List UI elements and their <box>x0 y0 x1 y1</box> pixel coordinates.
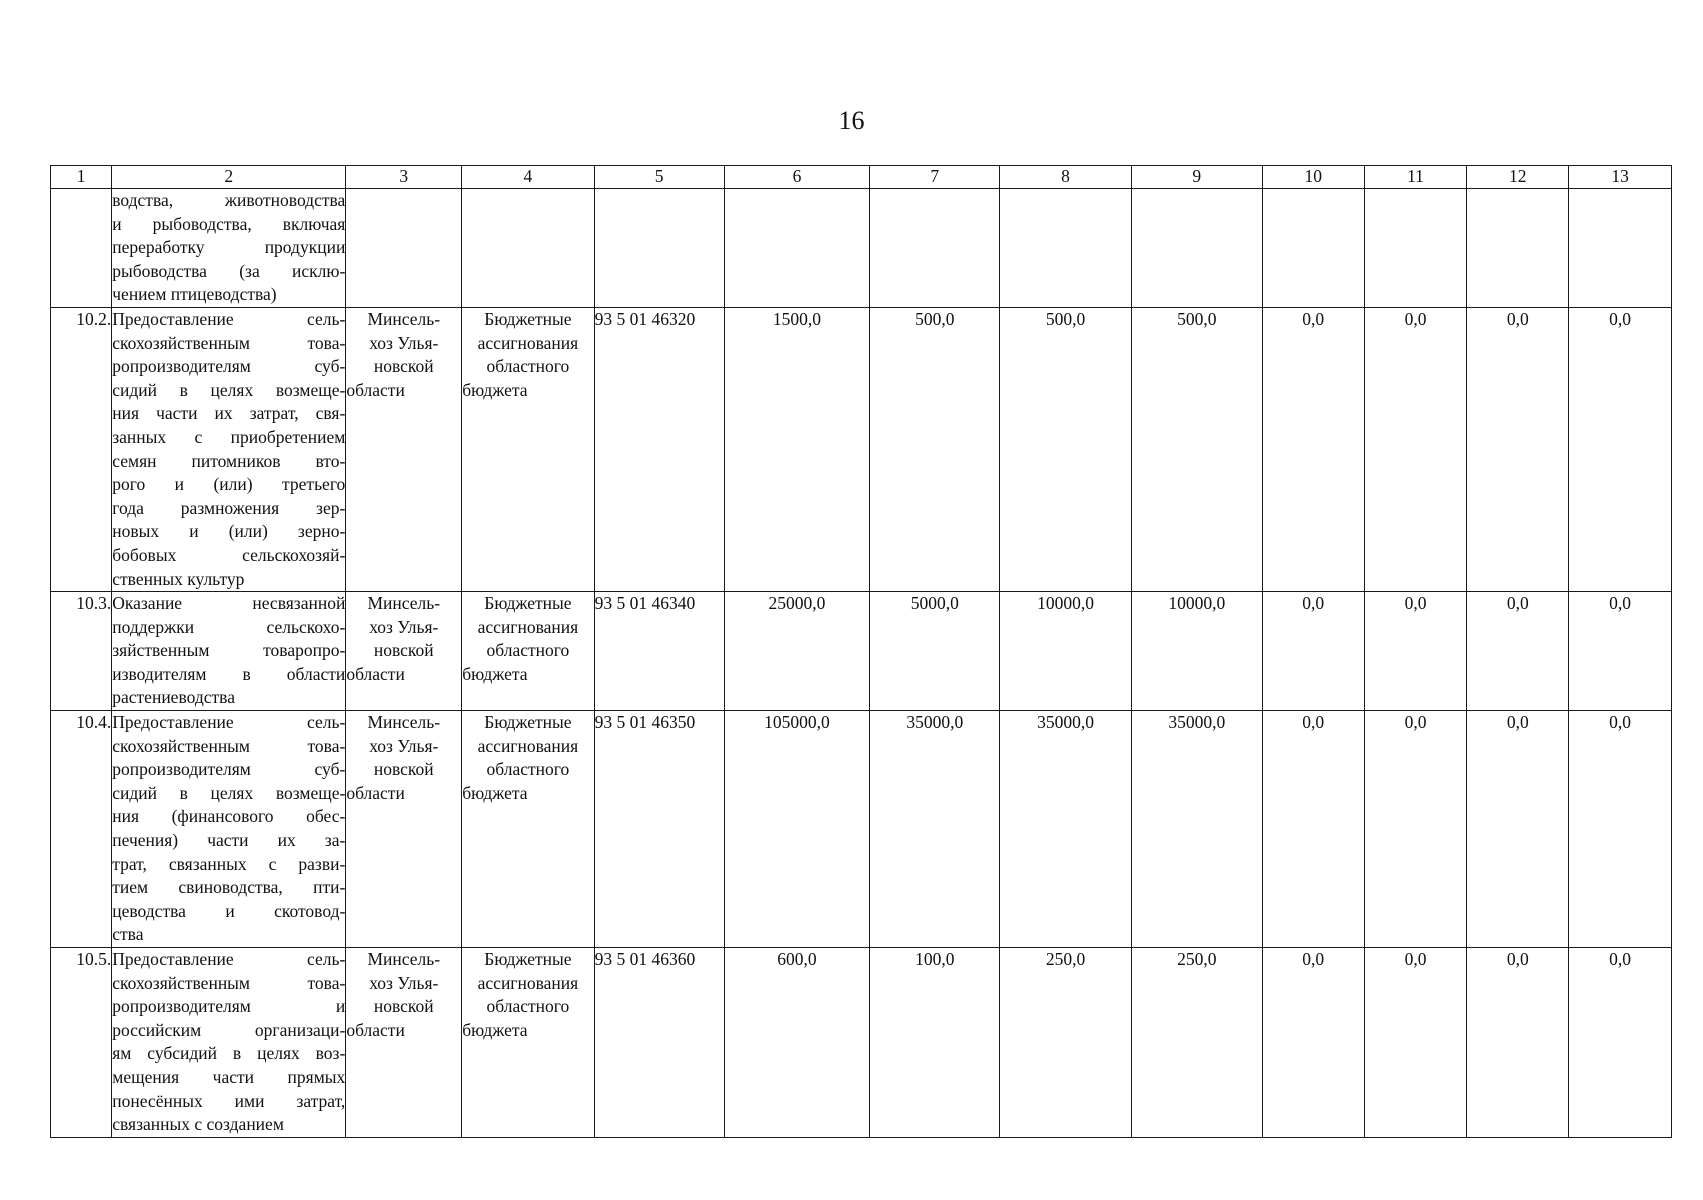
code-cell <box>594 189 724 308</box>
item-name-line: мещения части прямых <box>112 1066 346 1087</box>
item-name-line: ства <box>112 924 144 945</box>
item-name-line: понесённых ими затрат, <box>112 1090 346 1111</box>
budget-code: 93 5 01 46360 <box>594 948 724 1138</box>
item-name-line: Оказание несвязанной <box>112 593 346 614</box>
executor-line: новской <box>373 356 434 377</box>
column-header: 2 <box>112 166 346 189</box>
value-cell: 0,0 <box>1262 711 1364 948</box>
value-cell: 10000,0 <box>1000 592 1131 711</box>
item-name-line: рыбоводства (за исклю- <box>112 260 346 281</box>
table-row <box>51 948 1672 1138</box>
value-cell: 0,0 <box>1262 592 1364 711</box>
budget-table <box>50 165 1672 1138</box>
value-cell: 0,0 <box>1569 592 1672 711</box>
executor-line: хоз Улья- <box>369 332 439 353</box>
item-name-cell <box>112 711 346 948</box>
executor-cell <box>346 948 462 1138</box>
value-cell: 0,0 <box>1467 948 1569 1138</box>
item-name-line: Предоставление сель- <box>112 712 346 733</box>
value-cell: 500,0 <box>1000 307 1131 591</box>
value-cell: 25000,0 <box>724 592 869 711</box>
value-cell: 0,0 <box>1364 307 1467 591</box>
item-name-line: ропроизводителям и <box>112 996 346 1017</box>
executor-line: Минсель- <box>367 712 441 733</box>
column-header: 9 <box>1131 166 1262 189</box>
column-header: 4 <box>462 166 594 189</box>
source-line: ассигнования <box>477 616 579 637</box>
executor-line: новской <box>373 759 434 780</box>
budget-code: 93 5 01 46320 <box>594 307 724 591</box>
value-cell <box>1000 189 1131 308</box>
source-cell <box>462 948 594 1138</box>
value-cell <box>1262 189 1364 308</box>
item-name-line: связанных с созданием <box>112 1114 284 1135</box>
executor-line: хоз Улья- <box>369 735 439 756</box>
value-cell: 35000,0 <box>1131 711 1262 948</box>
source-line: областного <box>486 640 570 661</box>
source-cell <box>462 592 594 711</box>
value-cell: 1500,0 <box>724 307 869 591</box>
row-number: 10.5. <box>51 948 112 1138</box>
item-name-line: Предоставление сель- <box>112 949 346 969</box>
value-cell: 0,0 <box>1467 711 1569 948</box>
source-cell <box>462 189 594 308</box>
item-name-line: новых и (или) зерно- <box>112 521 346 542</box>
item-name-line: ропроизводителям суб- <box>112 759 346 780</box>
value-cell: 0,0 <box>1569 948 1672 1138</box>
executor-line: Минсель- <box>367 593 441 614</box>
item-name-line: трат, связанных с разви- <box>112 853 346 874</box>
item-name-line: российским организаци- <box>112 1019 346 1040</box>
item-name-line: занных с приобретением <box>112 426 346 447</box>
item-name-line: рого и (или) третьего <box>112 474 346 495</box>
source-line: ассигнования <box>477 972 579 993</box>
column-header: 6 <box>724 166 869 189</box>
item-name-line: сидий в целях возмеще- <box>112 782 346 803</box>
value-cell <box>1364 189 1467 308</box>
item-name-cell <box>112 189 346 308</box>
item-name-line: водства, животноводства <box>112 190 346 210</box>
source-line: ассигнования <box>477 735 579 756</box>
column-header: 5 <box>594 166 724 189</box>
header-row <box>51 166 1672 189</box>
value-cell: 0,0 <box>1467 307 1569 591</box>
executor-cell <box>346 189 462 308</box>
item-name-line: растениеводства <box>112 687 235 708</box>
item-name-line: ния (финансового обес- <box>112 806 346 827</box>
continuation-row <box>51 189 1672 308</box>
column-header: 11 <box>1364 166 1467 189</box>
source-line: Бюджетные <box>484 308 572 329</box>
value-cell: 0,0 <box>1364 711 1467 948</box>
item-name-line: скохозяйственным това- <box>112 332 346 353</box>
value-cell <box>1467 189 1569 308</box>
item-name-line: чением птицеводства) <box>112 284 277 305</box>
value-cell: 105000,0 <box>724 711 869 948</box>
value-cell: 0,0 <box>1569 307 1672 591</box>
item-name-line: скохозяйственным това- <box>112 972 346 993</box>
executor-line: Минсель- <box>367 949 441 969</box>
value-cell: 500,0 <box>870 307 1000 591</box>
source-line: ассигнования <box>477 332 579 353</box>
executor-line: хоз Улья- <box>369 972 439 993</box>
item-name-line: тием свиноводства, пти- <box>112 877 346 898</box>
item-name-line: ственных культур <box>112 568 245 589</box>
executor-line: новской <box>373 640 434 661</box>
executor-line: области <box>346 379 405 400</box>
item-name-line: сидий в целях возмеще- <box>112 379 346 400</box>
source-line: Бюджетные <box>484 593 572 614</box>
item-name-line: ния части их затрат, свя- <box>112 403 346 424</box>
source-line: Бюджетные <box>484 712 572 733</box>
row-number: 10.3. <box>51 592 112 711</box>
column-header: 13 <box>1569 166 1672 189</box>
source-line: Бюджетные <box>484 949 572 969</box>
executor-line: хоз Улья- <box>369 616 439 637</box>
column-header: 12 <box>1467 166 1569 189</box>
budget-code: 93 5 01 46350 <box>594 711 724 948</box>
value-cell <box>1131 189 1262 308</box>
item-name-line: семян питомников вто- <box>112 450 346 471</box>
column-header: 10 <box>1262 166 1364 189</box>
item-name-line: цеводства и скотовод- <box>112 900 346 921</box>
item-name-cell <box>112 307 346 591</box>
value-cell: 35000,0 <box>1000 711 1131 948</box>
value-cell: 0,0 <box>1364 948 1467 1138</box>
executor-line: Минсель- <box>367 308 441 329</box>
row-number: 10.2. <box>51 307 112 591</box>
source-line: областного <box>486 996 570 1017</box>
source-line: бюджета <box>462 663 528 684</box>
column-header: 8 <box>1000 166 1131 189</box>
item-name-cell <box>112 948 346 1138</box>
executor-line: новской <box>373 996 434 1017</box>
source-cell <box>462 711 594 948</box>
executor-cell <box>346 307 462 591</box>
executor-cell <box>346 592 462 711</box>
value-cell: 0,0 <box>1364 592 1467 711</box>
source-line: областного <box>486 759 570 780</box>
source-line: областного <box>486 356 570 377</box>
value-cell: 0,0 <box>1569 711 1672 948</box>
page-number: 16 <box>838 106 865 135</box>
item-name-line: скохозяйственным това- <box>112 735 346 756</box>
value-cell <box>870 189 1000 308</box>
value-cell: 35000,0 <box>870 711 1000 948</box>
executor-cell <box>346 711 462 948</box>
column-header: 7 <box>870 166 1000 189</box>
value-cell: 0,0 <box>1467 592 1569 711</box>
table-row <box>51 592 1672 711</box>
budget-code: 93 5 01 46340 <box>594 592 724 711</box>
source-line: бюджета <box>462 1019 528 1040</box>
value-cell <box>724 189 869 308</box>
source-line: бюджета <box>462 379 528 400</box>
value-cell: 5000,0 <box>870 592 1000 711</box>
source-cell <box>462 307 594 591</box>
source-line: бюджета <box>462 782 528 803</box>
item-name-line: года размножения зер- <box>112 497 346 518</box>
executor-line: области <box>346 782 405 803</box>
item-name-line: переработку продукции <box>112 237 346 258</box>
value-cell: 250,0 <box>1000 948 1131 1138</box>
item-name-line: Предоставление сель- <box>112 308 346 329</box>
value-cell: 10000,0 <box>1131 592 1262 711</box>
row-number: 10.4. <box>51 711 112 948</box>
value-cell <box>1569 189 1672 308</box>
value-cell: 0,0 <box>1262 307 1364 591</box>
column-header: 1 <box>51 166 112 189</box>
item-name-line: зяйственным товаропро- <box>112 640 346 661</box>
item-name-line: и рыбоводства, включая <box>112 213 346 234</box>
table-row <box>51 307 1672 591</box>
item-name-line: поддержки сельскохо- <box>112 616 346 637</box>
column-header: 3 <box>346 166 462 189</box>
table-row <box>51 711 1672 948</box>
item-name-line: ропроизводителям суб- <box>112 356 346 377</box>
item-name-line: ям субсидий в целях воз- <box>112 1043 346 1064</box>
executor-line: области <box>346 1019 405 1040</box>
item-name-line: печения) части их за- <box>112 830 346 851</box>
row-number-cell <box>51 189 112 308</box>
item-name-line: изводителям в области <box>112 663 346 684</box>
item-name-cell <box>112 592 346 711</box>
value-cell: 250,0 <box>1131 948 1262 1138</box>
item-name-line: бобовых сельскохозяй- <box>112 544 346 565</box>
value-cell: 500,0 <box>1131 307 1262 591</box>
value-cell: 600,0 <box>724 948 869 1138</box>
value-cell: 100,0 <box>870 948 1000 1138</box>
value-cell: 0,0 <box>1262 948 1364 1138</box>
executor-line: области <box>346 663 405 684</box>
